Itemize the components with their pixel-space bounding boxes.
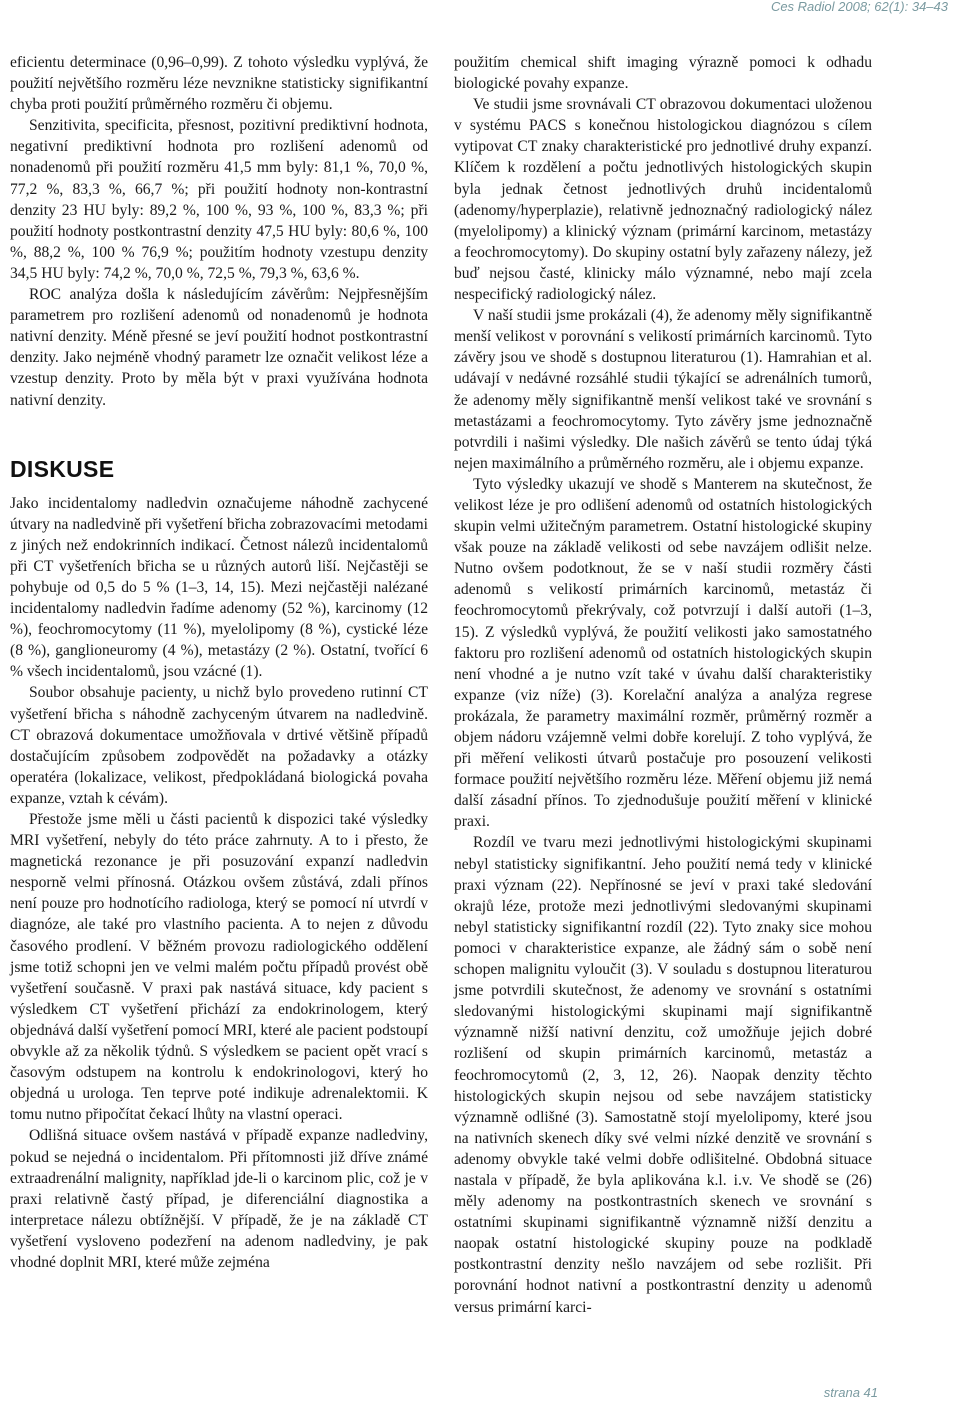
paragraph: V naší studii jsme prokázali (4), že adenomy měly signifikantně menší velikost v porovnání s velikostí primárních karcinomů. Tyto závěry jsou ve shodě s dostupnou literaturou (1). Hamrahian et al. udávají v nedávné rozsáhlé studii týkající se adrenálních tumorů, že adenomy měly signifikantně menší velikost také ve srovnání s metastázami a feochromocytomy. Tyto závěry jsme jednoznačně potvrdili i našimi výsledky. Dle našich závěrů se tento údaj týká nejen maximálního a průměrného rozměru, ale i objemu expanze. [454, 307, 872, 472]
paragraph: ROC analýza došla k následujícím závěrům: Nejpřesnějším parametrem pro rozlišení adenomů od nonadenomů je hodnota nativní denzity. Méně přesné se jeví použití hodnot postkontrastní denzity. Jako nejméně vhodný parametr lze označit velikost léze a vzestup denzity. Proto by měla být v praxi využívána hodnota nativní denzity. [10, 286, 428, 409]
paragraph: použitím chemical shift imaging výrazně pomoci k odhadu biologické povahy expanze. [454, 54, 872, 93]
page-number: strana 41 [823, 1385, 878, 1400]
paragraph: Ve studii jsme srovnávali CT obrazovou dokumentaci uloženou v systému PACS s konečnou histologickou diagnózou s cílem vytipovat CT znaky charakteristické pro jednotlivé druhy expanzí. Klíčem k rozdělení a počtu jednotlivých histologických skupin byla jednak četnost jednotlivých druhů incidentalomů (adenomy/hyperplazie), relativně jednoznačný radiologický nález (myelolipomy) a klinický význam (primární karcinom, metastázy a feochromocytomy). Do skupiny ostatní byly zařazeny nálezy, jež buď nejsou časté, klinicky málo významné, nebo mají zcela nespecifický radiologický nález. [454, 96, 872, 304]
paragraph: eficientu determinace (0,96–0,99). Z tohoto výsledku vyplývá, že použití největšího rozměru léze nevznikne statisticky signifikantní chyba proti použití průměrného rozměru či objemu. [10, 54, 428, 114]
section-heading-diskuse: DISKUSE [10, 455, 115, 482]
paragraph: Jako incidentalomy nadledvin označujeme náhodně zachycené útvary na nadledvině při vyšetření břicha zobrazovacími metodami z jiných než endokrinních indikací. Četnost nálezů incidentalomů při CT vyšetřeních břicha se u různých autorů liší. Nejčastěji se pohybuje od 0,5 do 5 % (1–3, 14, 15). Mezi nejčastěji nalézané incidentalomy nadledvin řadíme adenomy (52 %), karcinomy (12 %), feochromocytomy (11 %), myelolipomy (8 %), cystické léze (8 %), ganglioneuromy (4 %), metastázy (2 %). Ostatní, tvořící 6 % všech incidentalomů, jsou vzácné (1). [10, 494, 428, 681]
paragraph: Odlišná situace ovšem nastává v případě expanze nadledviny, pokud se nejedná o incidentalom. Při přítomnosti již dříve známé extraadrenální malignity, například jde-li o karcinom plic, což je v praxi relativně častý případ, je diferenciální diagnostika a interpretace nálezu obtížnější. V případě, že je na základě CT vyšetření vysloveno podezření na adenom nadledviny, je pak vhodné doplnit MRI, které může zejména [10, 1127, 428, 1271]
left-column [10, 52, 428, 1273]
paragraph: Přestože jsme měli u části pacientů k dispozici také výsledky MRI vyšetření, nebyly do této práce zahrnuty. A to i přesto, že magnetická rezonance je při posuzování expanzí nadledvin nesporně velmi přínosná. Otázkou ovšem zůstává, zdali přínos není pouze pro hodnotícího radiologa, který se pomocí ní utvrdí v diagnóze, ale také pro vlastního pacienta. A to nejen z důvodu časového prodlení. V běžném provozu radiologického oddělení jsme totiž schopni jen ve velmi malém počtu případů provést obě vyšetření současně. V praxi pak nastává situace, kdy pacient s výsledkem CT vyšetření přichází za endokrinologem, který objednává další vyšetření pomocí MRI, které ale pacient podstoupí obvykle až za několik týdnů. S výsledkem se pacient opět vrací s časovým odstupem na kontrolu k endokrinologovi, který ho objedná u urologa. Ten teprve poté indikuje adrenalektomii. K tomu nutno připočítat čekací lhůty na vlastní operaci. [10, 811, 428, 1124]
journal-citation-header: Ces Radiol 2008; 62(1): 34–43 [770, 0, 948, 14]
paragraph: Rozdíl ve tvaru mezi jednotlivými histologickými skupinami nebyl statisticky signifikantní. Jeho použití nemá tedy v klinické praxi význam (22). Nepřínosné se jeví v praxi také sledování okrajů léze, protože mezi jednotlivými sledovanými skupinami nebyl statisticky signifikantní rozdíl (22). Tyto znaky sice mohou pomoci v charakteristice expanze, ale žádný sám o sobě není schopen malignitu vyloučit (3). V souladu s dostupnou literaturou jsme potvrdili skutečnost, že adenomy ve srovnání s ostatními sledovanými histologickými skupinami mají signifikantně významně nižší nativní denzitu, což umožňuje jejich dobré rozlišení od skupin primárních karcinomů, metastáz a feochromocytomů (2, 3, 12, 26). Naopak denzity těchto histologických skupin nejsou od sebe navzájem statisticky významně odlišné (3). Samostatně stojí myelolipomy, které jsou na nativních skenech díky své velmi nízké denzitě ve srovnání s adenomy obvykle také velmi dobře odlišitelné. Obdobná situace nastala v případě, že byla aplikována k.l. i.v. Ve shodě se (26) měly adenomy na postkontrastních skenech ve srovnání s ostatními skupinami signifikantně významně nižší denzitu a naopak ostatní histologické skupiny pouze na podkladě postkontrastní denzity nešlo navzájem od sebe rozlišit. Při porovnání hodnot nativní a postkontrastní denzity u adenomů versus primární karci- [454, 834, 872, 1316]
right-column [454, 52, 872, 1318]
paragraph: Tyto výsledky ukazují ve shodě s Manterem na skutečnost, že velikost léze je pro odlišení adenomů od ostatních histologických skupin velmi užitečným parametrem. Ostatní histologické skupiny však pouze na základě velikosti od sebe navzájem odlišit nelze. Nutno ovšem podotknout, že se v naší studii rozměry části adenomů s velikostí primárních karcinomů, metastáz či feochromocytomů překrývaly, což potvrzují i další autoři (1–3, 15). Z výsledků vyplývá, že použití velikosti jako samostatného faktoru pro rozlišení adenomů od ostatních histologických skupin není vhodné a je nutno vzít také v úvahu další charakteristiky expanze (viz níže) (3). Korelační analýza a analýza regrese prokázala, že parametry maximální rozměr, průměrný rozměr a objem nádoru vzájemně velmi dobře korelují. Z toho vyplývá, že při měření velikosti útvarů postačuje pro posouzení velikosti formace použití největšího rozměru léze. Měření objemu již nemá další zásadní přínos. To zjednodušuje použití měření v klinické praxi. [454, 475, 872, 831]
paragraph: Senzitivita, specificita, přesnost, pozitivní prediktivní hodnota, negativní prediktivní hodnota pro rozlišení adenomů od nonadenomů při použití rozměru 41,5 mm byly: 81,1 %, 70,0 %, 77,2 %, 83,3 %, 66,7 %; při použití hodnoty non-kontrastní denzity 23 HU byly: 89,2 %, 100 %, 93 %, 100 %, 83,3 %; při použití hodnoty postkontrastní denzity 47,5 HU byly: 80,6 %, 100 %, 88,2 %, 100 % 76,9 %; použitím hodnoty vzestupu denzity 34,5 HU byly: 74,2 %, 70,0 %, 72,5 %, 79,3 %, 63,6 %. [10, 117, 428, 282]
paragraph: Soubor obsahuje pacienty, u nichž bylo provedeno rutinní CT vyšetření břicha s náhodně zachyceným útvarem na nadledvině. CT obrazová dokumentace umožňovala v drtivé většině případů dostačujícím způsobem zodpovědět na požadavky a otázky operatéra (lokalizace, velikost, předpokládaná biologická povaha expanze, vztah k cévám). [10, 684, 428, 807]
